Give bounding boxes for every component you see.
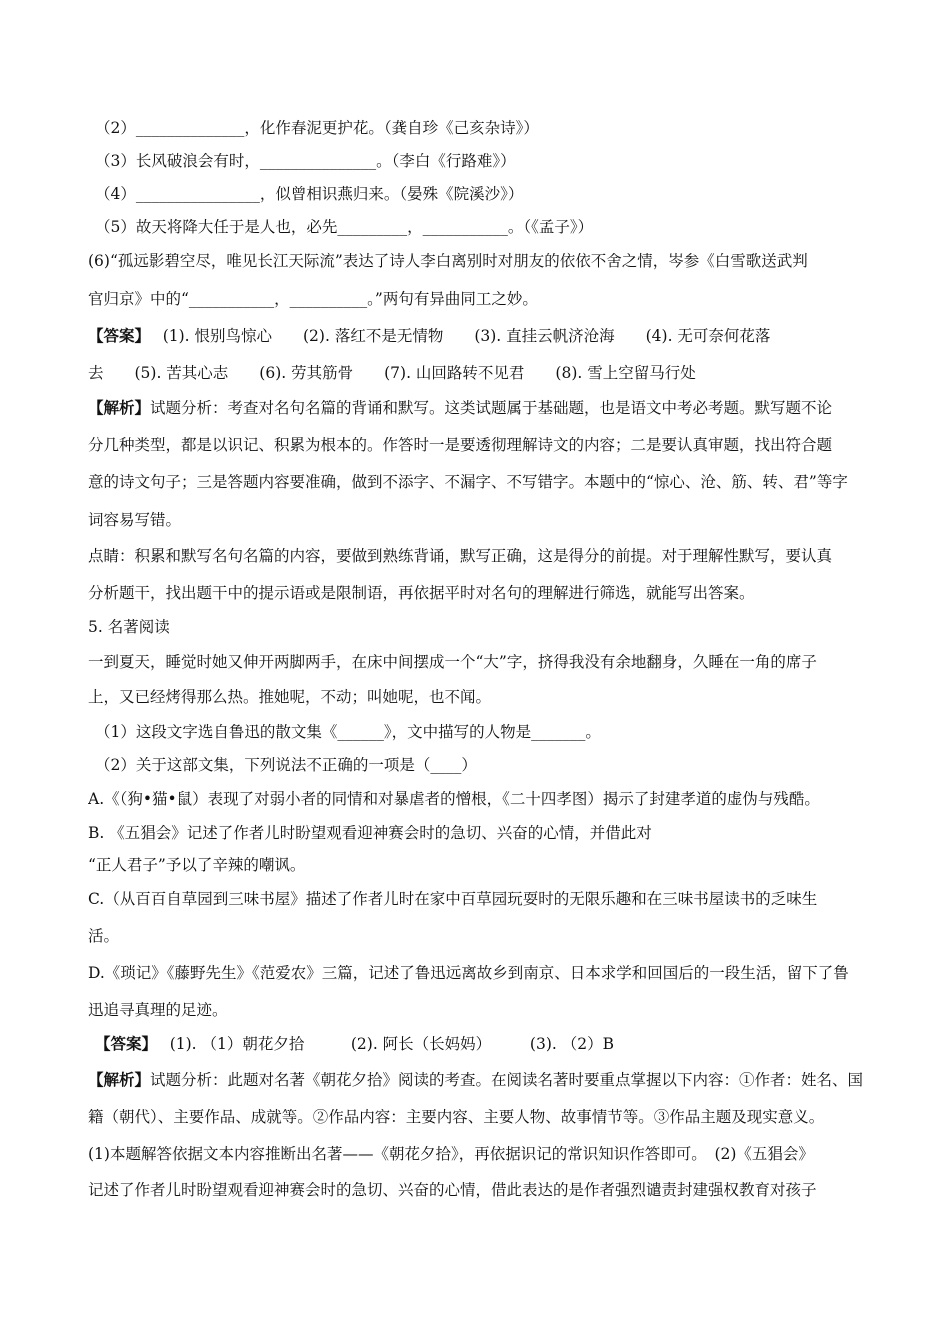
analysis-5-line-3: (1)本题解答依据文本内容推断出名著——《朝花夕拾》，再依据识记的常识知识作答即可。 (2)《五猖会》	[88, 1145, 814, 1163]
analysis-tag: 【解析】	[88, 398, 151, 417]
analysis-line-3: 意的诗文句子；三是答题内容要准确，做到不添字、不漏字、不写错字。本题中的“惊心、沧、筋、转、君”等字	[88, 473, 848, 491]
analysis-5-line-4: 记述了作者儿时盼望观看迎神赛会时的急切、兴奋的心情，借此表达的是作者强烈谴责封建强权教育对孩子	[88, 1181, 817, 1199]
answer-tag: 【答案】	[95, 1034, 150, 1053]
option-d-line-1: D.《琐记》《藤野先生》《范爱农》三篇，记述了鲁迅远离故乡到南京、日本求学和回国后的一段生活，留下了鲁	[88, 964, 849, 982]
question-4-item-2: （2）______________，化作春泥更护花。（龚自珍《己亥杂诗》）	[95, 119, 539, 137]
option-c-line-2: 活。	[88, 927, 120, 945]
option-c-line-1: C.（从百百自草园到三味书屋》描述了作者儿时在家中百草园玩耍时的无限乐趣和在三味书屋读书的乏味生	[88, 890, 818, 908]
analysis-5-line-2: 籍（朝代）、主要作品、成就等。②作品内容：主要内容、主要人物、故事情节等。③作品主题及现实意义。	[88, 1108, 825, 1126]
question-4-item-5: （5）故天将降大任于是人也，必先_________，___________。（《孟子》）	[95, 218, 594, 236]
question-4-item-6-line-2: 官归京》中的“___________，__________。”两句有异曲同工之妙。	[88, 290, 538, 308]
option-b-line-1: B. 《五猖会》记述了作者儿时盼望观看迎神赛会时的急切、兴奋的心情，并借此对	[88, 824, 652, 842]
analysis-tag: 【解析】	[88, 1070, 151, 1089]
analysis-line-4: 词容易写错。	[88, 511, 182, 529]
option-d-line-2: 迅追寻真理的足迹。	[88, 1001, 228, 1019]
passage-line-1: 一到夏天，睡觉时她又伸开两脚两手，在床中间摆成一个“大”字，挤得我没有余地翻身，久睡在一角的席子	[88, 653, 817, 671]
question-5-item-2: （2）关于这部文集，下列说法不正确的一项是（____）	[95, 756, 477, 774]
question-4-item-6-line-1: (6)“孤远影碧空尽，唯见长江天际流”表达了诗人李白离别时对朋友的依依不舍之情，岑参《白雪歌送武判	[88, 252, 808, 270]
question-4-item-4: （4）________________，似曾相识燕归来。（晏殊《院溪沙》）	[95, 185, 524, 203]
option-b-line-2: “正人君子”予以了辛辣的嘲讽。	[88, 856, 306, 874]
answer-line-1: 【答案】 (1). 恨别鸟惊心 (2). 落红不是无情物 (3). 直挂云帆济沧海 (4). 无可奈何花落	[88, 326, 771, 345]
tip-line-1: 点睛：积累和默写名句名篇的内容，要做到熟练背诵，默写正确，这是得分的前提。对于理解性默写，要认真	[88, 547, 833, 565]
question-4-item-3: （3）长风破浪会有时，_______________。（李白《行路难》）	[95, 152, 516, 170]
analysis-line-2: 分几种类型，都是以识记、积累为根本的。作答时一是要透彻理解诗文的内容；二是要认真审题，找出符合题	[88, 436, 833, 454]
analysis-5-line-1: 【解析】试题分析：此题对名著《朝花夕拾》阅读的考查。在阅读名著时要重点掌握以下内容：①作者：姓名、国	[88, 1070, 864, 1089]
answer-tag: 【答案】	[88, 326, 143, 345]
question-5-heading: 5. 名著阅读	[88, 618, 170, 636]
answer-5-line: 【答案】 (1). （1）朝花夕拾 (2). 阿长（长妈妈） (3). （2）B	[95, 1034, 614, 1053]
tip-line-2: 分析题干，找出题干中的提示语或是限制语，再依据平时对名句的理解进行筛选，就能写出答案。	[88, 584, 755, 602]
passage-line-2: 上，又已经烤得那么热。推她呢，不动；叫她呢，也不闻。	[88, 688, 492, 706]
option-a: A.《（狗•猫•鼠）表现了对弱小者的同情和对暴虐者的憎根，《二十四孝图）揭示了封建孝道的虚伪与残酷。	[88, 790, 820, 808]
question-5-item-1: （1）这段文字选自鲁迅的散文集《______》，文中描写的人物是_______。	[95, 723, 601, 741]
answer-line-2: 去 (5). 苦其心志 (6). 劳其筋骨 (7). 山回路转不见君 (8). 雪上空留马行处	[88, 364, 696, 382]
analysis-line-1: 【解析】试题分析：考查对名句名篇的背诵和默写。这类试题属于基础题，也是语文中考必考题。默写题不论	[88, 398, 833, 417]
